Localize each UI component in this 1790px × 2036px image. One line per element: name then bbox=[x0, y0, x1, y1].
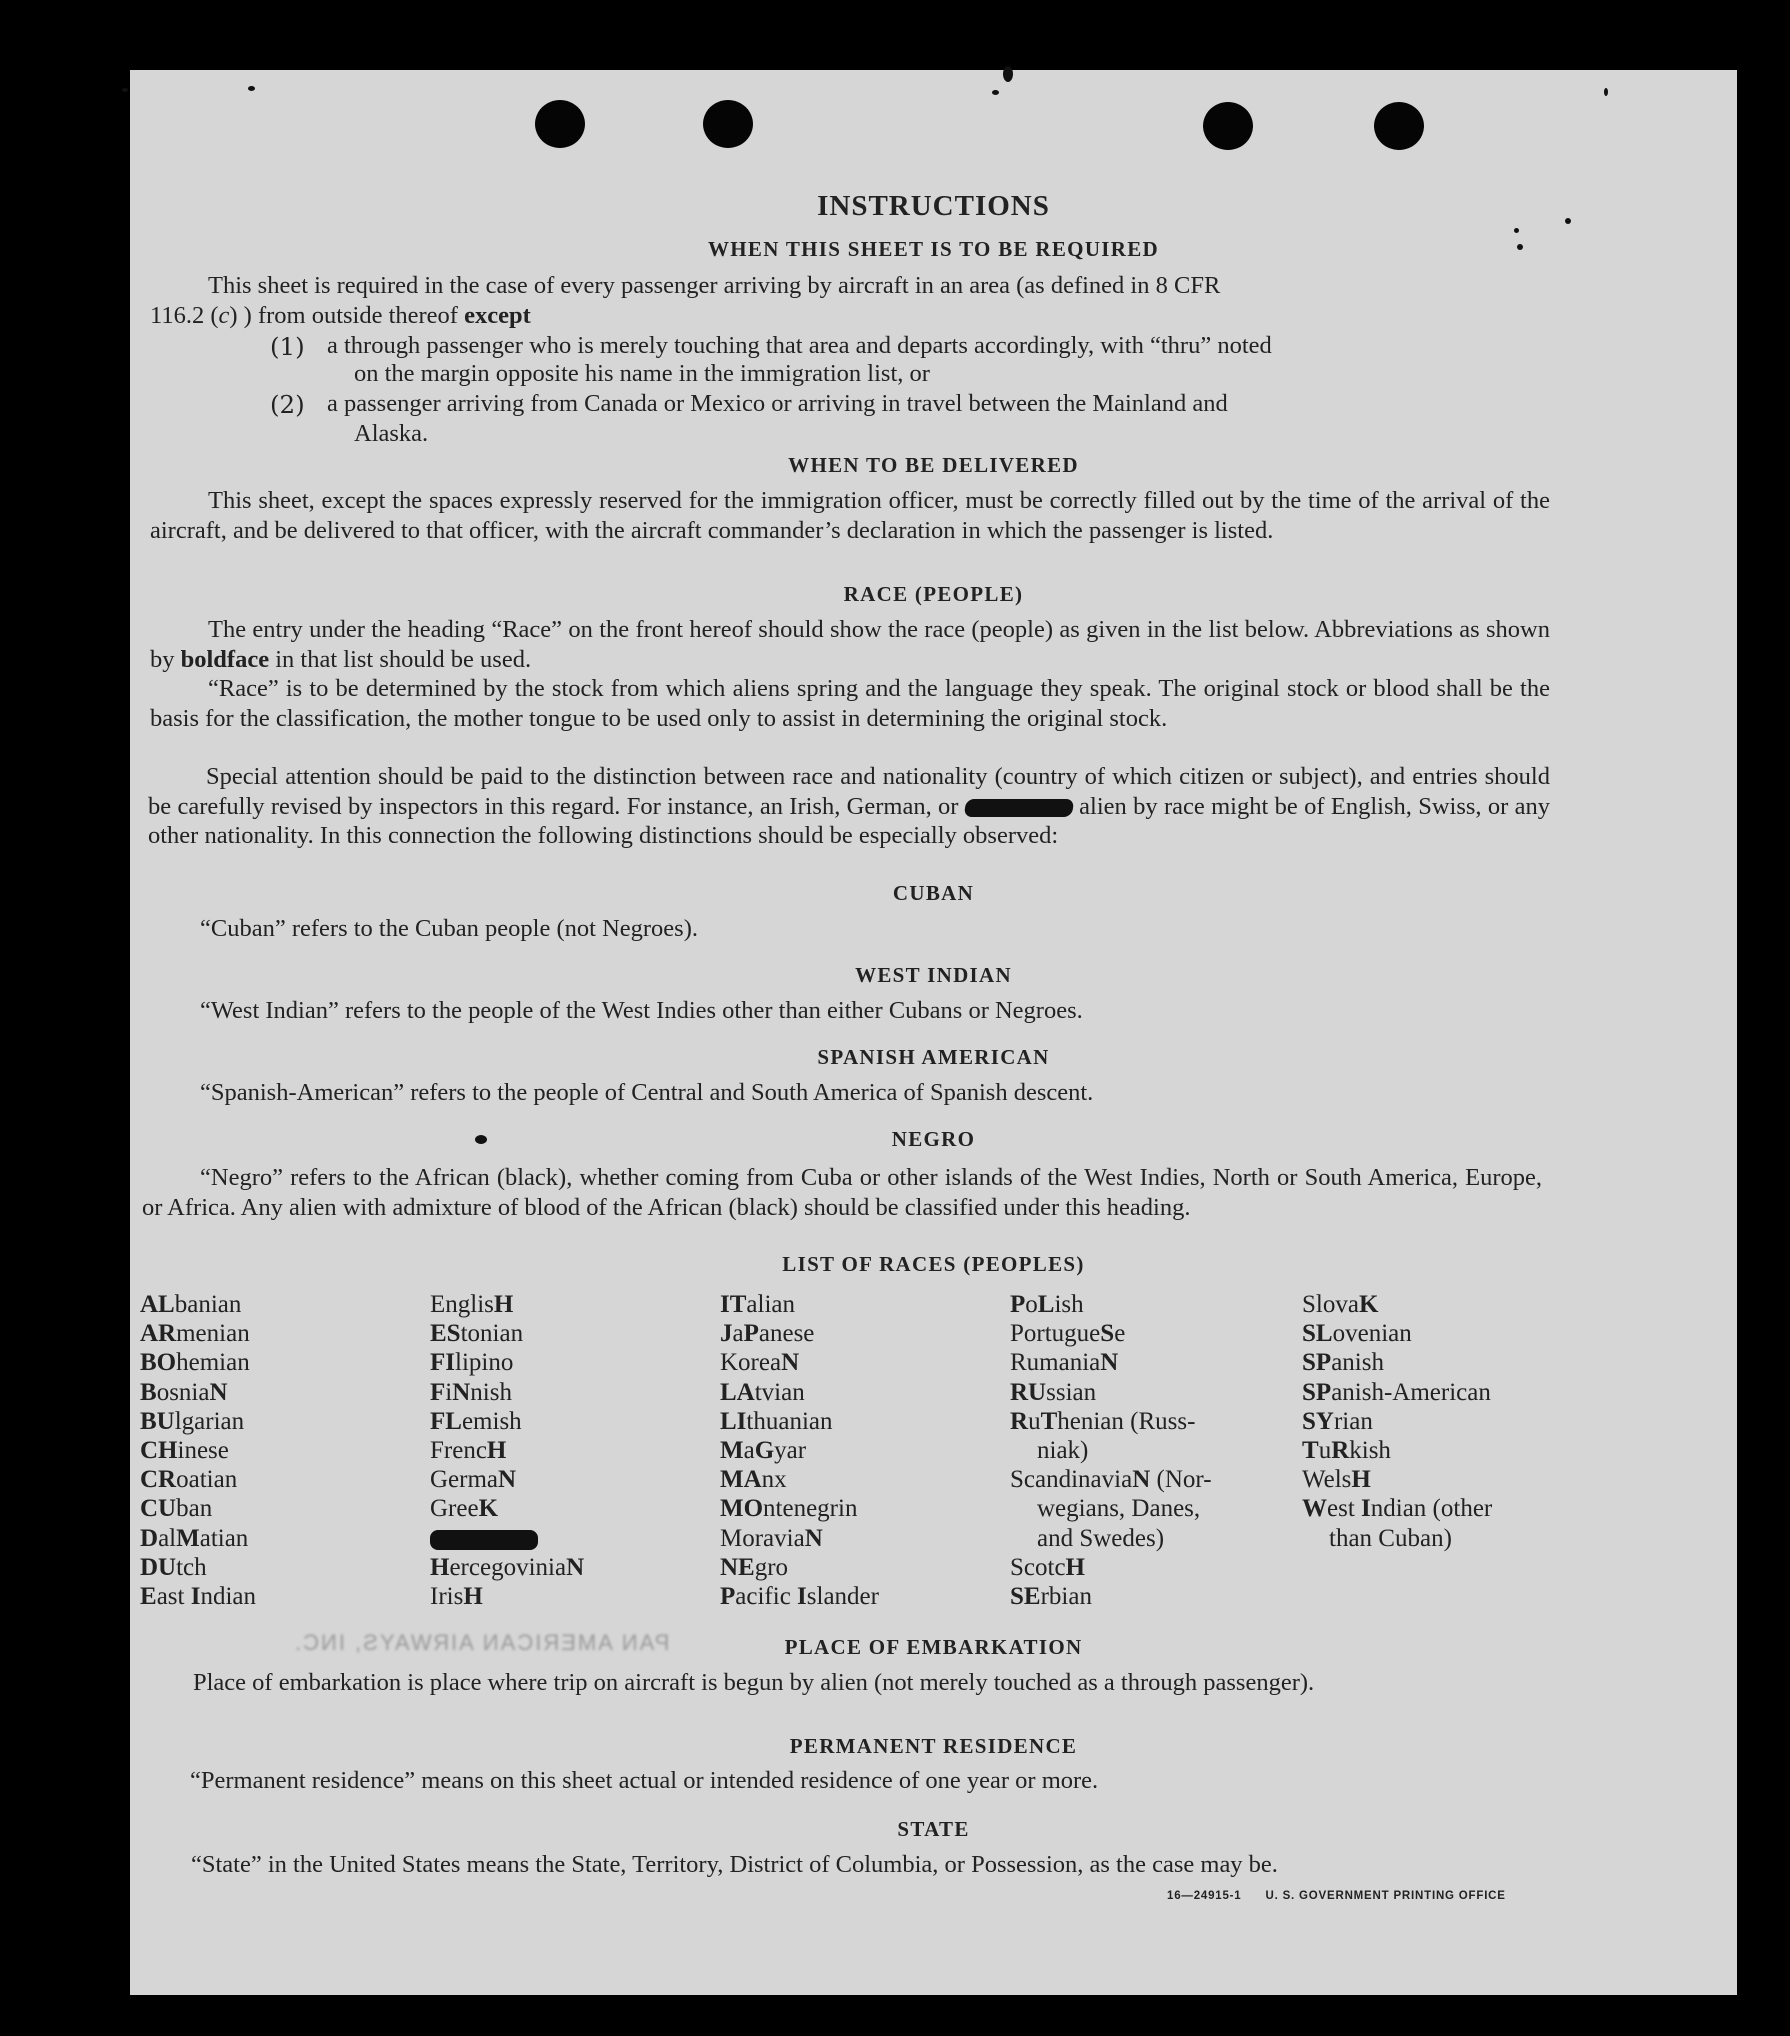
section-heading-negro: NEGRO bbox=[891, 1127, 976, 1151]
section-heading-required: WHEN THIS SHEET IS TO BE REQUIRED bbox=[707, 237, 1159, 261]
punch-hole bbox=[1203, 102, 1253, 150]
race-list-item: ITalian bbox=[720, 1291, 795, 1318]
race-list-item: ALbanian bbox=[140, 1291, 242, 1318]
speck bbox=[248, 86, 255, 91]
race-list-item: FLemish bbox=[430, 1407, 522, 1435]
race-list-item: MOntenegrin bbox=[720, 1495, 858, 1523]
race-list-item: NEgro bbox=[720, 1553, 789, 1581]
race-list-item: TuRkish bbox=[1302, 1437, 1391, 1465]
race-list-item: SYrian bbox=[1302, 1407, 1373, 1435]
required-line-1: This sheet is required in the case of every passenger arriving by aircraft in an area (as defined in 8 CFR bbox=[208, 272, 1221, 299]
item-1-line-2: on the margin opposite his name in the immigration list, or bbox=[354, 360, 930, 387]
race-paragraph-1: The entry under the heading “Race” on the front hereof should show the race (people) as given in the list below. Abbreviations as shown by boldface in that list should be used. bbox=[150, 616, 1550, 673]
redaction-mark bbox=[430, 1530, 538, 1550]
race-list-item: and Swedes) bbox=[1037, 1524, 1165, 1552]
speck bbox=[992, 90, 999, 95]
race-list-item: FiNnish bbox=[430, 1378, 512, 1406]
race-list-item: MaGyar bbox=[720, 1437, 807, 1465]
required-line-2: 116.2 (c) ) from outside thereof except bbox=[150, 302, 531, 329]
punch-hole bbox=[703, 100, 753, 148]
faint-stamp: PAN AMERICAN AIRWAYS, INC. bbox=[293, 1630, 670, 1655]
race-list-item: EnglisH bbox=[430, 1291, 514, 1318]
race-list-item: SErbian bbox=[1010, 1583, 1092, 1611]
race-list-item: WelsH bbox=[1302, 1466, 1371, 1494]
race-list-item: Pacific Islander bbox=[720, 1583, 879, 1611]
item-number-1: (1) bbox=[270, 332, 305, 361]
race-list-item: SPanish bbox=[1302, 1349, 1384, 1377]
race-list-item: FIlipino bbox=[430, 1349, 514, 1377]
form-number: 16—24915-1 bbox=[1167, 1890, 1242, 1902]
race-list-item: East Indian bbox=[140, 1583, 256, 1611]
race-list-item: BOhemian bbox=[140, 1349, 250, 1377]
race-list-item: PortugueSe bbox=[1010, 1320, 1126, 1348]
race-paragraph-2: “Race” is to be determined by the stock from which aliens spring and the language they speak. The original stock or blood shall be the basis for the classification, the mother tongue to be used only to assist in determining the original stock. bbox=[150, 675, 1550, 732]
race-column-2 bbox=[430, 1290, 584, 1611]
race-list-item: ScotcH bbox=[1010, 1553, 1085, 1581]
section-heading-state: STATE bbox=[897, 1817, 970, 1841]
race-list-item: MoraviaN bbox=[720, 1524, 823, 1552]
section-heading-cuban: CUBAN bbox=[892, 881, 975, 905]
section-heading-delivered: WHEN TO BE DELIVERED bbox=[788, 453, 1079, 477]
item-1-line-1: a through passenger who is merely touching that area and departs accordingly, with “thru” noted bbox=[327, 332, 1272, 359]
speck bbox=[1514, 228, 1519, 233]
race-list-item: DalMatian bbox=[140, 1524, 249, 1552]
race-list-item: IrisH bbox=[430, 1583, 483, 1611]
speck bbox=[122, 88, 128, 92]
race-list-item: RUssian bbox=[1010, 1378, 1097, 1406]
race-list-item: than Cuban) bbox=[1329, 1524, 1452, 1552]
race-list-item: CRoatian bbox=[140, 1466, 238, 1494]
race-list-item bbox=[430, 1524, 584, 1553]
punch-hole bbox=[1374, 102, 1424, 150]
west-indian-text: “West Indian” refers to the people of the West Indies other than either Cubans or Negroes. bbox=[200, 997, 1083, 1024]
race-list-item: RumaniaN bbox=[1010, 1349, 1119, 1377]
section-heading-embarkation: PLACE OF EMBARKATION bbox=[784, 1635, 1083, 1659]
negro-paragraph: “Negro” refers to the African (black), whether coming from Cuba or other islands of the West Indies, North or South America, Europe, or Africa. Any alien with admixture of blood of the African (black) should be classified under this heading. bbox=[142, 1164, 1542, 1221]
race-list-item: PoLish bbox=[1010, 1291, 1084, 1318]
race-list-item: MAnx bbox=[720, 1466, 787, 1494]
race-list-item: BUlgarian bbox=[140, 1407, 245, 1435]
race-list-item: SlovaK bbox=[1302, 1291, 1379, 1318]
page-title: INSTRUCTIONS bbox=[817, 190, 1050, 222]
race-list-item: niak) bbox=[1037, 1437, 1089, 1465]
race-list-item: SLovenian bbox=[1302, 1320, 1412, 1348]
spanish-american-text: “Spanish-American” refers to the people of Central and South America of Spanish descent. bbox=[200, 1079, 1094, 1106]
printer-name: U. S. GOVERNMENT PRINTING OFFICE bbox=[1265, 1890, 1506, 1902]
delivered-paragraph: This sheet, except the spaces expressly reserved for the immigration officer, must be correctly filled out by the time of the arrival of the aircraft, and be delivered to that officer, with the aircraft commander’s declaration in which the passenger is listed. bbox=[150, 487, 1550, 544]
race-list-item: BosniaN bbox=[140, 1378, 228, 1406]
embarkation-paragraph: Place of embarkation is place where trip on aircraft is begun by alien (not merely touched as a through passenger). bbox=[193, 1669, 1315, 1696]
race-list-item: EStonian bbox=[430, 1320, 524, 1348]
race-column-5 bbox=[1302, 1290, 1492, 1553]
punch-hole bbox=[535, 100, 585, 148]
section-heading-west-indian: WEST INDIAN bbox=[855, 963, 1012, 987]
race-column-4 bbox=[1010, 1290, 1212, 1611]
section-heading-race: RACE (PEOPLE) bbox=[843, 582, 1024, 606]
section-heading-residence: PERMANENT RESIDENCE bbox=[789, 1734, 1078, 1758]
item-number-2: (2) bbox=[270, 390, 305, 419]
form-footer bbox=[1167, 1890, 1506, 1902]
race-list-item: wegians, Danes, bbox=[1037, 1495, 1201, 1523]
state-paragraph: “State” in the United States means the State, Territory, District of Columbia, or Possession, as the case may be. bbox=[191, 1851, 1278, 1878]
race-list-item: KoreaN bbox=[720, 1349, 800, 1377]
race-list-item: JaPanese bbox=[720, 1320, 815, 1348]
race-column-3 bbox=[720, 1290, 879, 1611]
race-list-item: RuThenian (Russ- bbox=[1010, 1407, 1196, 1435]
race-list-item: DUtch bbox=[140, 1553, 207, 1581]
item-2-line-2: Alaska. bbox=[354, 420, 429, 447]
item-2-line-1: a passenger arriving from Canada or Mexico or arriving in travel between the Mainland and bbox=[327, 390, 1228, 417]
race-list-item: LIthuanian bbox=[720, 1407, 833, 1435]
race-list-item: West Indian (other bbox=[1302, 1495, 1493, 1523]
race-list-item: GreeK bbox=[430, 1495, 499, 1523]
section-heading-spanish-american: SPANISH AMERICAN bbox=[817, 1045, 1050, 1069]
race-list-item: CUban bbox=[140, 1495, 213, 1523]
section-heading-list-of-races: LIST OF RACES (PEOPLES) bbox=[782, 1252, 1085, 1276]
cuban-text: “Cuban” refers to the Cuban people (not Negroes). bbox=[200, 915, 698, 942]
race-list-item: FrencH bbox=[430, 1437, 507, 1465]
speck bbox=[1003, 66, 1013, 82]
race-list-item: CHinese bbox=[140, 1437, 229, 1465]
race-list-item: ARmenian bbox=[140, 1320, 250, 1348]
redaction-mark bbox=[964, 799, 1075, 817]
speck bbox=[1604, 88, 1608, 96]
race-list-item: GermaN bbox=[430, 1466, 517, 1494]
race-list-item: ScandinaviaN (Nor- bbox=[1010, 1466, 1212, 1494]
race-list-item: SPanish-American bbox=[1302, 1378, 1491, 1406]
race-list-item: LAtvian bbox=[720, 1378, 805, 1406]
race-paragraph-3: Special attention should be paid to the distinction between race and nationality (country of which citizen or subject), and entries should be carefully revised by inspectors in this regard. For instance, an Irish, German, or alien by race might be of English, Swiss, or any other nationality. In this connection the following distinctions should be especially observed: bbox=[148, 763, 1550, 849]
race-column-1 bbox=[140, 1290, 256, 1611]
race-list-item: HercegoviniaN bbox=[430, 1553, 585, 1581]
residence-text: “Permanent residence” means on this sheet actual or intended residence of one year or more. bbox=[190, 1767, 1099, 1794]
document-sheet bbox=[130, 70, 1737, 1995]
